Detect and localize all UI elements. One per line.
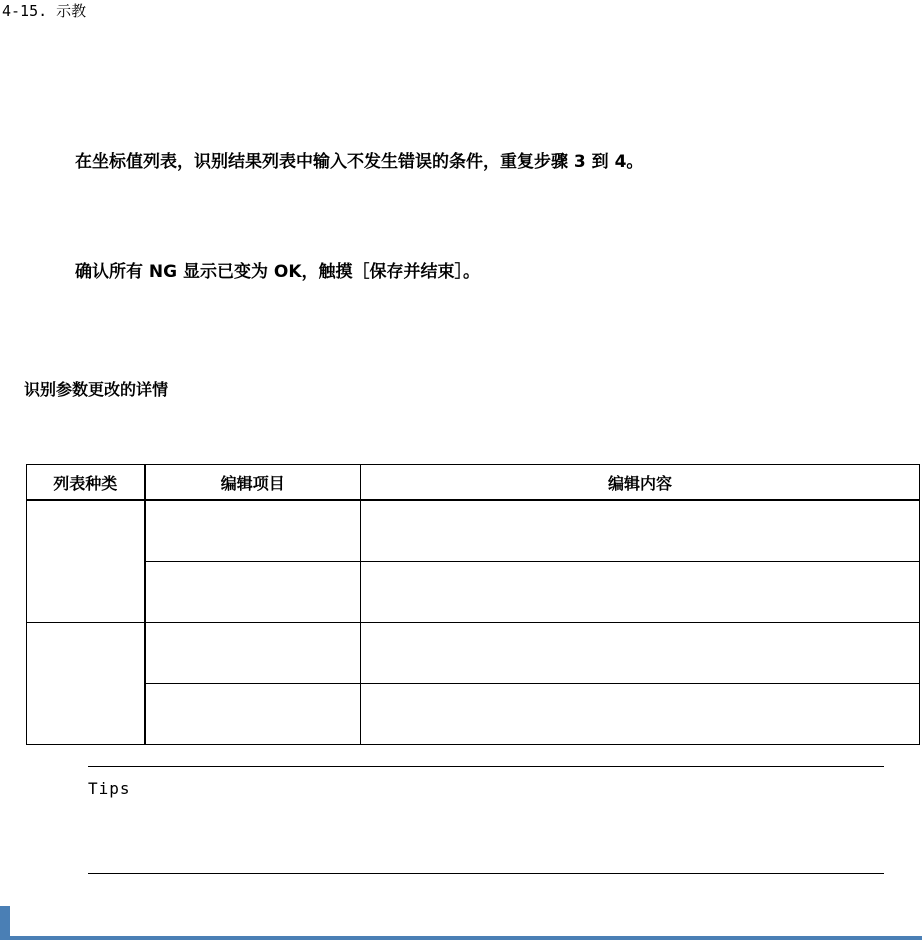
cell-edit-item [145, 623, 361, 684]
cell-edit-item [145, 684, 361, 745]
footer-accent-bar [0, 906, 10, 940]
cell-list-type [27, 623, 145, 745]
header-list-type: 列表种类 [27, 465, 145, 501]
section-number-label: 4-15. 示教 [2, 2, 87, 20]
instruction-step-save: 确认所有 NG 显示已变为 OK，触摸［保存并结束］。 [75, 262, 481, 282]
edit-details-table [26, 464, 920, 745]
table-header-row [27, 465, 920, 501]
table-row [27, 623, 920, 684]
header-edit-item: 编辑项目 [145, 465, 361, 501]
cell-edit-item [145, 562, 361, 623]
cell-edit-content [361, 500, 920, 562]
footer-rule [0, 936, 922, 940]
header-edit-content: 编辑内容 [361, 465, 920, 501]
cell-list-type [27, 500, 145, 623]
table-row [27, 500, 920, 562]
cell-edit-content [361, 623, 920, 684]
cell-edit-item [145, 500, 361, 562]
tips-box [88, 766, 884, 874]
table-row [27, 684, 920, 745]
section-title: 识别参数更改的详情 [24, 380, 169, 399]
cell-edit-content [361, 684, 920, 745]
table-row [27, 562, 920, 623]
cell-edit-content [361, 562, 920, 623]
instruction-step-repeat: 在坐标值列表，识别结果列表中输入不发生错误的条件，重复步骤 3 到 4。 [75, 152, 644, 172]
tips-label: Tips [88, 779, 131, 798]
